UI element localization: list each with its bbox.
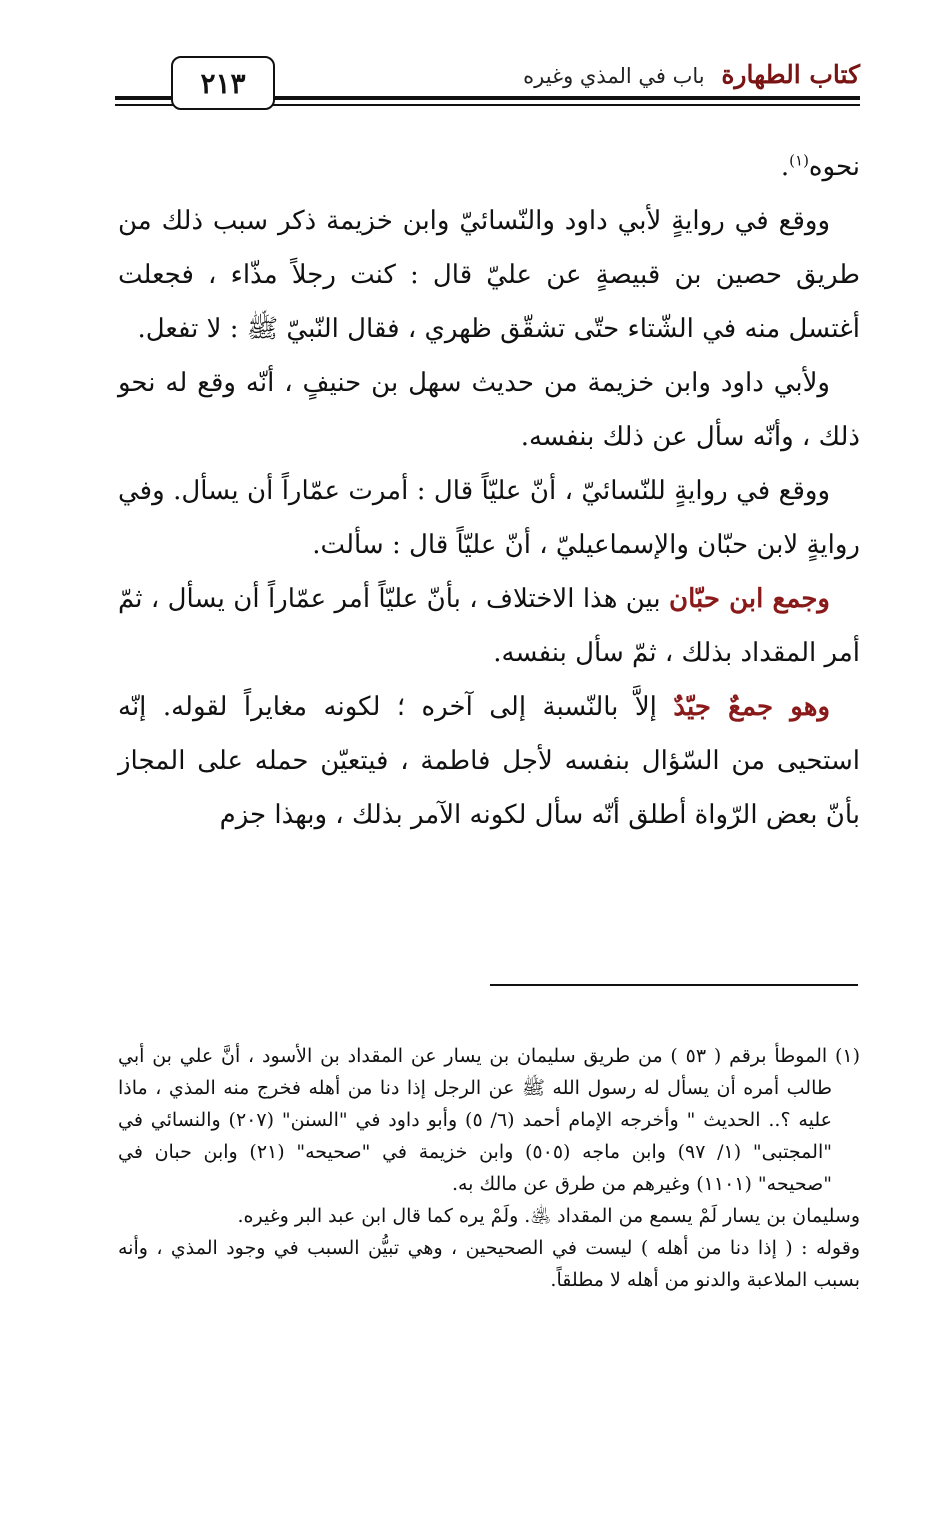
footnote-ref-1: (١) xyxy=(789,151,809,170)
footnote-1: (١) الموطأ برقم ( ٥٣ ) من طريق سليمان بن يسار عن المقداد بن الأسود ، أنَّ علي بن أبي طالب أمره أن يسأل له رسول الله ﷺ عن الرجل إذا دنا من أهله فخرج منه المذي ، ماذا عليه ؟.. الحديث " وأخرجه الإمام أحمد (٦/ ٥) وأبو داود في "السنن" (٢٠٧) والنسائي في "المجتبى" (١/ ٩٧) وابن ماجه (٥٠٥) وابن خزيمة في "صحيحه" (٢١) وابن حبان في "صحيحه" (١١٠١) وغيرهم من طرق عن مالك به. xyxy=(118,1045,861,1195)
paragraph-1-end: . xyxy=(780,152,790,182)
footnote-1-note-b: وسليمان بن يسار لَمْ يسمع من المقداد ﵁. ولَمْ يره كما قال ابن عبد البر وغيره. xyxy=(237,1205,860,1227)
page-number: ٢١٣ xyxy=(200,66,246,100)
footnote-separator xyxy=(490,984,858,986)
running-title xyxy=(523,60,860,89)
paragraph-1 xyxy=(118,140,860,194)
paragraph-5 xyxy=(118,572,860,680)
paragraph-3: ولأبي داود وابن خزيمة من حديث سهل بن حنيفٍ ، أنّه وقع له نحو ذلك ، وأنّه سأل عن ذلك بنفسه. xyxy=(118,368,860,452)
paragraph-5-highlight: وجمع ابن حبّان xyxy=(669,584,830,614)
paragraph-1-text: نحوه xyxy=(808,152,860,182)
footnotes xyxy=(118,1040,860,1296)
paragraph-6 xyxy=(118,680,860,842)
paragraph-5-text: بين هذا الاختلاف ، بأنّ عليّاً أمر عمّاراً أن يسأل ، ثمّ أمر المقداد بذلك ، ثمّ سأل بنفسه. xyxy=(118,584,860,668)
book-title: كتاب الطهارة xyxy=(721,60,860,89)
page-header xyxy=(115,52,860,110)
paragraph-2: ووقع في روايةٍ لأبي داود والنّسائيّ وابن خزيمة ذكر سبب ذلك من طريق حصين بن قبيصةٍ عن عليّ قال : كنت رجلاً مذّاء ، فجعلت أغتسل منه في الشّتاء حتّى تشقّق ظهري ، فقال النّبيّ ﷺ : لا تفعل. xyxy=(118,206,860,344)
paragraph-4: ووقع في روايةٍ للنّسائيّ ، أنّ عليّاً قال : أمرت عمّاراً أن يسأل. وفي روايةٍ لابن حبّان والإسماعيليّ ، أنّ عليّاً قال : سألت. xyxy=(118,476,860,560)
main-text xyxy=(118,140,860,842)
footnote-1-note-c: وقوله : ( إذا دنا من أهله ) ليست في الصحيحين ، وهي تبيُّن السبب في وجود المذي ، وأنه بسبب الملاعبة والدنو من أهله لا مطلقاً. xyxy=(118,1237,860,1291)
chapter-title: باب في المذي وغيره xyxy=(523,64,705,88)
page-number-box xyxy=(171,56,275,110)
paragraph-6-highlight: وهو جمعٌ جيّدٌ xyxy=(673,692,830,722)
paragraph-6-text: إلاَّ بالنّسبة إلى آخره ؛ لكونه مغايراً لقوله. إنّه استحيى من السّؤال بنفسه لأجل فاطمة ، فيتعيّن حمله على المجاز بأنّ بعض الرّواة أطلق أنّه سأل لكونه الآمر بذلك ، وبهذا جزم xyxy=(118,692,860,830)
